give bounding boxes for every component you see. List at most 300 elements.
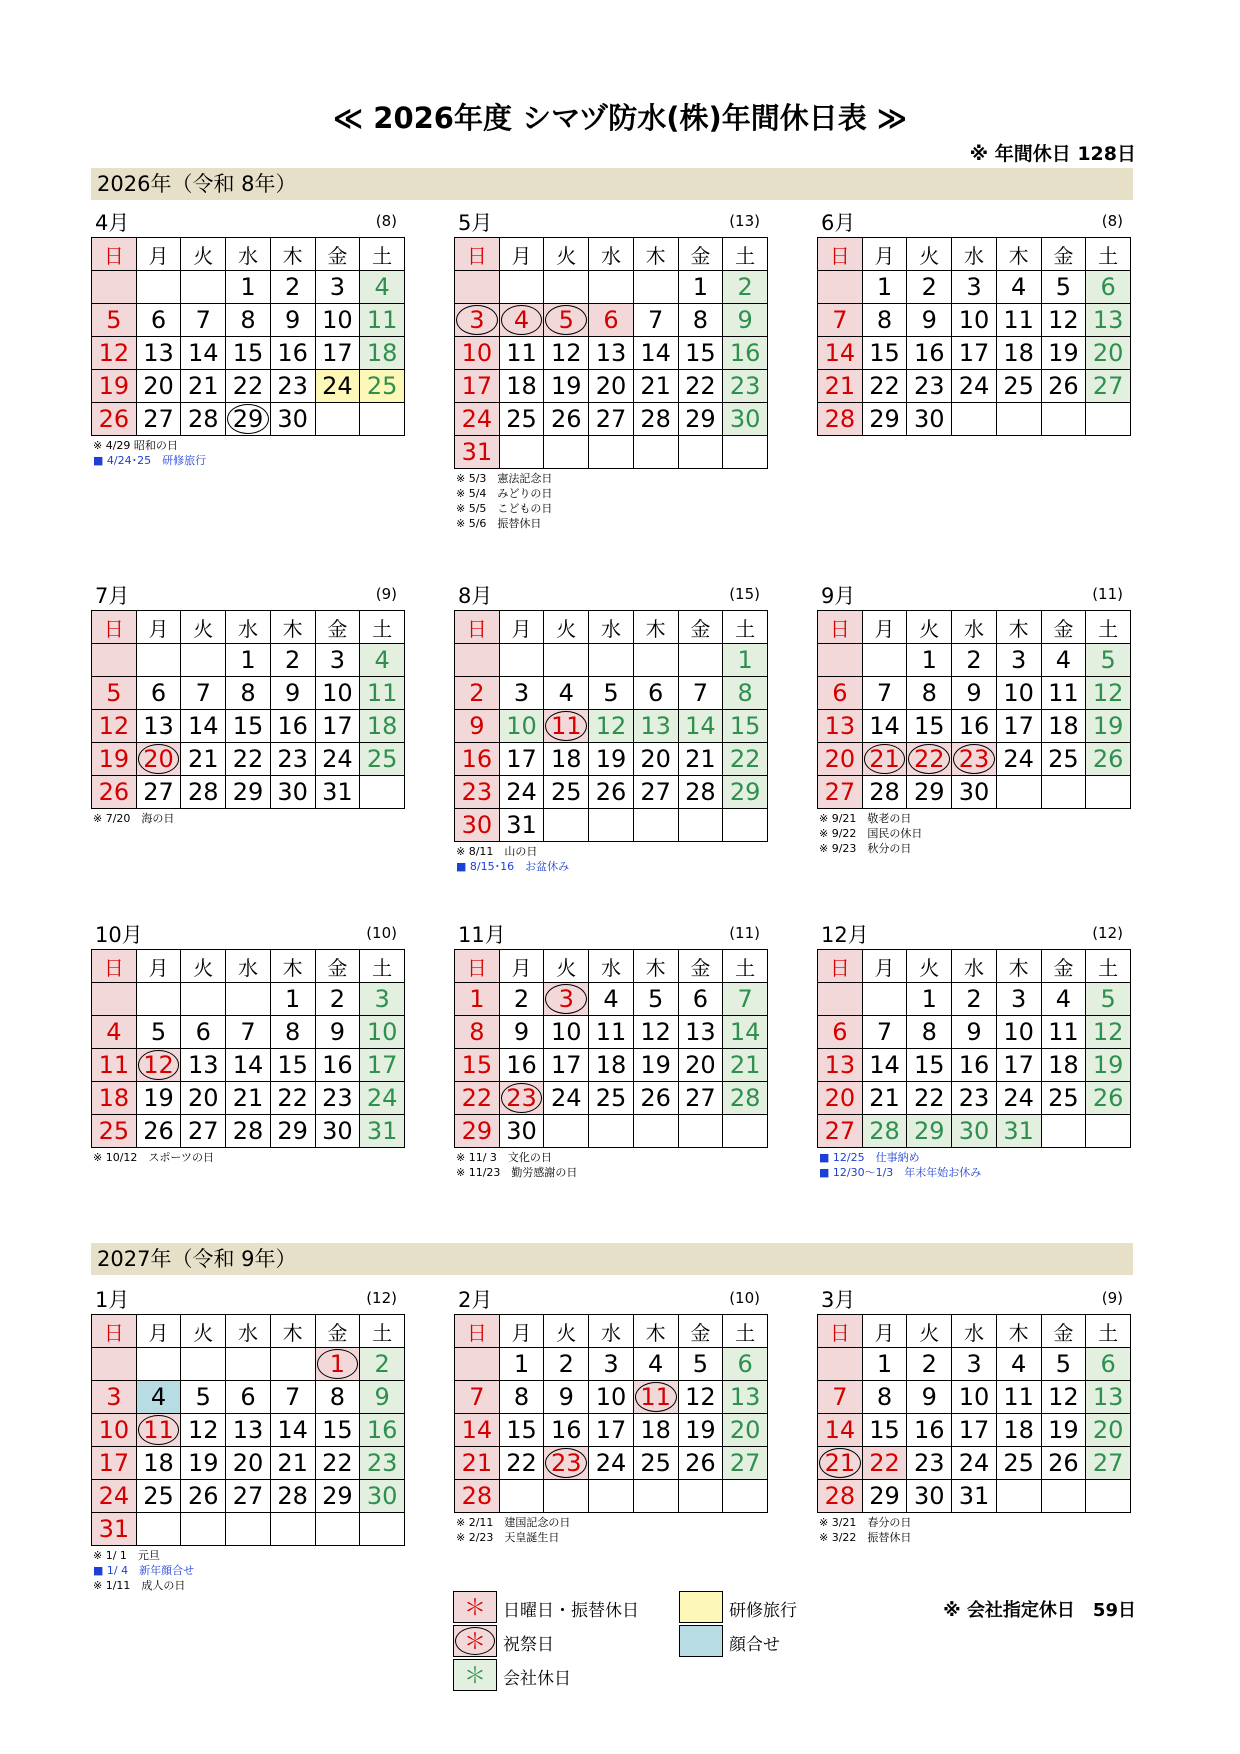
day-cell: 29 (862, 403, 907, 436)
day-cell: 12 (1041, 304, 1086, 337)
day-cell: 26 (678, 1447, 723, 1480)
empty-cell (455, 1348, 500, 1381)
weekday-header: 金 (1041, 950, 1086, 983)
week-row (455, 1049, 768, 1082)
day-cell: 19 (678, 1414, 723, 1447)
day-cell: 21 (862, 1082, 907, 1115)
month-notes (93, 811, 405, 826)
empty-cell (678, 1480, 723, 1513)
day-cell: 8 (907, 1016, 952, 1049)
empty-cell (678, 1115, 723, 1148)
day-cell: 29 (723, 776, 768, 809)
month-holiday-count: (11) (1092, 585, 1123, 603)
empty-cell (455, 644, 500, 677)
week-row (818, 776, 1131, 809)
month-holiday-count: (11) (729, 924, 760, 942)
weekday-header: 月 (862, 950, 907, 983)
day-cell: 20 (723, 1414, 768, 1447)
day-cell: 4 (92, 1016, 137, 1049)
weekday-header: 木 (270, 611, 315, 644)
empty-cell (315, 1513, 360, 1546)
month-header (91, 205, 405, 237)
empty-cell (589, 644, 634, 677)
weekday-header: 金 (678, 950, 723, 983)
day-cell: 15 (455, 1049, 500, 1082)
day-cell: 17 (996, 1049, 1041, 1082)
day-cell: 23 (270, 743, 315, 776)
day-cell: 17 (92, 1447, 137, 1480)
empty-cell (92, 1348, 137, 1381)
day-cell: 4 (1041, 983, 1086, 1016)
week-row (455, 370, 768, 403)
day-cell: 23 (455, 776, 500, 809)
day-cell: 31 (92, 1513, 137, 1546)
day-cell: 27 (1086, 370, 1131, 403)
day-cell: 3 (315, 271, 360, 304)
month-holiday-count: (8) (375, 212, 397, 230)
day-cell: 25 (92, 1115, 137, 1148)
day-cell: 9 (907, 1381, 952, 1414)
day-cell: 25 (996, 1447, 1041, 1480)
day-cell: 9 (315, 1016, 360, 1049)
empty-cell (633, 809, 678, 842)
legend-trip-swatch (679, 1591, 723, 1623)
empty-cell (818, 983, 863, 1016)
month-calendar (454, 1282, 768, 1545)
weekday-header: 木 (996, 950, 1041, 983)
day-cell: 25 (996, 370, 1041, 403)
weekday-row (818, 950, 1131, 983)
day-cell: 2 (907, 271, 952, 304)
month-name: 3月 (821, 1288, 856, 1312)
weekday-header: 土 (723, 950, 768, 983)
day-cell: 7 (270, 1381, 315, 1414)
day-cell: 17 (589, 1414, 634, 1447)
empty-cell (818, 1348, 863, 1381)
day-cell: 7 (723, 983, 768, 1016)
empty-cell (862, 644, 907, 677)
weekday-header: 月 (862, 1315, 907, 1348)
empty-cell (818, 271, 863, 304)
empty-cell (1041, 403, 1086, 436)
day-cell: 16 (907, 337, 952, 370)
day-cell: 4 (136, 1381, 181, 1414)
empty-cell (678, 436, 723, 469)
day-cell: 22 (907, 743, 952, 776)
day-cell: 14 (181, 337, 226, 370)
day-cell: 16 (544, 1414, 589, 1447)
day-cell: 24 (499, 776, 544, 809)
empty-cell (136, 983, 181, 1016)
empty-cell (226, 1348, 271, 1381)
day-cell: 5 (1086, 983, 1131, 1016)
legend-holiday-asterisk: ＊ (463, 1630, 486, 1655)
day-cell: 18 (92, 1082, 137, 1115)
day-cell: 16 (360, 1414, 405, 1447)
week-row (818, 1381, 1131, 1414)
day-cell: 27 (818, 776, 863, 809)
day-cell: 22 (226, 370, 271, 403)
day-cell: 13 (136, 710, 181, 743)
day-cell: 9 (270, 304, 315, 337)
weekday-header: 水 (226, 238, 271, 271)
day-cell: 4 (1041, 644, 1086, 677)
week-row (92, 1049, 405, 1082)
weekday-header: 日 (455, 611, 500, 644)
empty-cell (92, 271, 137, 304)
day-cell: 29 (907, 1115, 952, 1148)
day-cell: 8 (226, 304, 271, 337)
day-cell: 26 (136, 1115, 181, 1148)
day-cell: 28 (270, 1480, 315, 1513)
day-cell: 6 (1086, 1348, 1131, 1381)
day-cell: 17 (315, 710, 360, 743)
month-calendar (91, 917, 405, 1165)
empty-cell (723, 809, 768, 842)
day-cell: 3 (589, 1348, 634, 1381)
month-header (817, 205, 1131, 237)
week-row (92, 370, 405, 403)
day-cell: 17 (360, 1049, 405, 1082)
day-cell: 4 (589, 983, 634, 1016)
day-cell: 8 (270, 1016, 315, 1049)
month-header (91, 578, 405, 610)
empty-cell (270, 1513, 315, 1546)
day-cell: 30 (499, 1115, 544, 1148)
day-cell: 19 (1086, 710, 1131, 743)
weekday-header: 土 (1086, 950, 1131, 983)
day-cell: 9 (455, 710, 500, 743)
day-cell: 8 (723, 677, 768, 710)
weekday-header: 月 (136, 611, 181, 644)
day-cell: 7 (818, 1381, 863, 1414)
weekday-header: 木 (996, 1315, 1041, 1348)
empty-cell (723, 1115, 768, 1148)
weekday-header: 月 (499, 238, 544, 271)
day-cell: 6 (181, 1016, 226, 1049)
day-cell: 15 (315, 1414, 360, 1447)
weekday-header: 木 (996, 611, 1041, 644)
day-cell: 4 (360, 271, 405, 304)
day-cell: 21 (181, 743, 226, 776)
empty-cell (181, 1348, 226, 1381)
day-cell: 2 (907, 1348, 952, 1381)
month-calendar (91, 1282, 405, 1593)
day-cell: 23 (360, 1447, 405, 1480)
calendar-grid (817, 949, 1131, 1148)
week-row (455, 743, 768, 776)
day-cell: 10 (360, 1016, 405, 1049)
weekday-header: 水 (226, 950, 271, 983)
month-header (454, 578, 768, 610)
day-cell: 22 (270, 1082, 315, 1115)
weekday-header: 金 (1041, 611, 1086, 644)
day-cell: 27 (226, 1480, 271, 1513)
day-cell: 24 (952, 1447, 997, 1480)
day-cell: 3 (544, 983, 589, 1016)
empty-cell (589, 271, 634, 304)
day-cell: 5 (678, 1348, 723, 1381)
day-cell: 26 (92, 776, 137, 809)
day-cell: 5 (1086, 644, 1131, 677)
legend-company-swatch: ＊ (453, 1659, 497, 1691)
day-cell: 3 (952, 271, 997, 304)
day-cell: 20 (1086, 337, 1131, 370)
day-cell: 15 (499, 1414, 544, 1447)
month-notes (456, 471, 768, 531)
day-cell: 7 (181, 677, 226, 710)
day-cell: 12 (1086, 1016, 1131, 1049)
month-note: ■ 12/30～1/3 年末年始お休み (819, 1166, 982, 1179)
empty-cell (499, 1480, 544, 1513)
month-name: 1月 (95, 1288, 130, 1312)
weekday-header: 日 (818, 950, 863, 983)
week-row (818, 1016, 1131, 1049)
week-row (92, 1348, 405, 1381)
week-row (818, 1447, 1131, 1480)
day-cell: 14 (862, 710, 907, 743)
day-cell: 23 (270, 370, 315, 403)
day-cell: 2 (952, 983, 997, 1016)
week-row (818, 1414, 1131, 1447)
week-row (818, 271, 1131, 304)
week-row (818, 1480, 1131, 1513)
month-notes (456, 1515, 768, 1545)
day-cell: 3 (92, 1381, 137, 1414)
weekday-header: 水 (952, 1315, 997, 1348)
day-cell: 13 (818, 1049, 863, 1082)
empty-cell (589, 1480, 634, 1513)
day-cell: 7 (818, 304, 863, 337)
day-cell: 2 (723, 271, 768, 304)
weekday-header: 金 (678, 1315, 723, 1348)
day-cell: 2 (315, 983, 360, 1016)
day-cell: 21 (818, 370, 863, 403)
day-cell: 11 (499, 337, 544, 370)
week-row (92, 677, 405, 710)
week-row (455, 1447, 768, 1480)
empty-cell (136, 1513, 181, 1546)
month-header (454, 205, 768, 237)
year-band-2027: 2027年（令和 9年） (91, 1243, 1133, 1275)
day-cell: 5 (92, 677, 137, 710)
page-title: ≪ 2026年度 シマヅ防水(株)年間休日表 ≫ (332, 101, 908, 135)
weekday-header: 金 (315, 950, 360, 983)
day-cell: 19 (589, 743, 634, 776)
day-cell: 29 (315, 1480, 360, 1513)
day-cell: 18 (499, 370, 544, 403)
day-cell: 23 (544, 1447, 589, 1480)
empty-cell (589, 436, 634, 469)
day-cell: 25 (360, 743, 405, 776)
day-cell: 27 (633, 776, 678, 809)
day-cell: 14 (818, 1414, 863, 1447)
day-cell: 20 (818, 743, 863, 776)
week-row (818, 710, 1131, 743)
month-holiday-count: (15) (729, 585, 760, 603)
day-cell: 5 (136, 1016, 181, 1049)
weekday-header: 金 (315, 238, 360, 271)
empty-cell (544, 1115, 589, 1148)
day-cell: 22 (226, 743, 271, 776)
empty-cell (181, 1513, 226, 1546)
day-cell: 8 (455, 1016, 500, 1049)
day-cell: 30 (907, 403, 952, 436)
day-cell: 26 (1041, 1447, 1086, 1480)
day-cell: 24 (92, 1480, 137, 1513)
month-header (91, 917, 405, 949)
day-cell: 6 (589, 304, 634, 337)
day-cell: 30 (315, 1115, 360, 1148)
day-cell: 17 (455, 370, 500, 403)
day-cell: 13 (226, 1414, 271, 1447)
day-cell: 4 (996, 1348, 1041, 1381)
empty-cell (181, 983, 226, 1016)
day-cell: 23 (952, 743, 997, 776)
day-cell: 21 (862, 743, 907, 776)
weekday-header: 土 (723, 1315, 768, 1348)
year-band-2026: 2026年（令和 8年） (91, 168, 1133, 200)
empty-cell (996, 776, 1041, 809)
day-cell: 12 (544, 337, 589, 370)
day-cell: 17 (952, 1414, 997, 1447)
calendar-grid (817, 237, 1131, 436)
day-cell: 11 (1041, 1016, 1086, 1049)
weekday-header: 日 (92, 611, 137, 644)
day-cell: 9 (270, 677, 315, 710)
empty-cell (315, 403, 360, 436)
day-cell: 18 (544, 743, 589, 776)
week-row (818, 1082, 1131, 1115)
day-cell: 21 (226, 1082, 271, 1115)
week-row (92, 983, 405, 1016)
empty-cell (862, 983, 907, 1016)
week-row (92, 710, 405, 743)
day-cell: 20 (589, 370, 634, 403)
day-cell: 20 (1086, 1414, 1131, 1447)
day-cell: 1 (862, 271, 907, 304)
day-cell: 29 (226, 776, 271, 809)
day-cell: 18 (633, 1414, 678, 1447)
weekday-header: 火 (544, 950, 589, 983)
day-cell: 18 (1041, 1049, 1086, 1082)
month-notes (456, 844, 768, 874)
empty-cell (136, 644, 181, 677)
month-header (454, 917, 768, 949)
month-name: 9月 (821, 584, 856, 608)
legend-sunday-label: 日曜日・振替休日 (503, 1601, 639, 1621)
calendar-grid (817, 610, 1131, 809)
month-notes (819, 811, 1131, 856)
day-cell: 6 (818, 1016, 863, 1049)
day-cell: 22 (862, 370, 907, 403)
day-cell: 3 (499, 677, 544, 710)
month-notes (93, 1548, 405, 1593)
empty-cell (136, 1348, 181, 1381)
empty-cell (544, 1480, 589, 1513)
day-cell: 12 (92, 337, 137, 370)
day-cell: 4 (544, 677, 589, 710)
weekday-header: 火 (907, 950, 952, 983)
weekday-header: 火 (544, 1315, 589, 1348)
month-note: ※ 1/ 1 元旦 (93, 1549, 160, 1562)
day-cell: 18 (1041, 710, 1086, 743)
weekday-header: 火 (181, 1315, 226, 1348)
weekday-header: 月 (862, 238, 907, 271)
month-header (454, 1282, 768, 1314)
month-notes (93, 1150, 405, 1165)
day-cell: 31 (996, 1115, 1041, 1148)
day-cell: 13 (589, 337, 634, 370)
weekday-header: 日 (92, 1315, 137, 1348)
empty-cell (723, 1480, 768, 1513)
week-row (455, 1414, 768, 1447)
day-cell: 28 (181, 776, 226, 809)
day-cell: 10 (92, 1414, 137, 1447)
day-cell: 21 (678, 743, 723, 776)
day-cell: 31 (360, 1115, 405, 1148)
weekday-row (818, 1315, 1131, 1348)
day-cell: 9 (723, 304, 768, 337)
week-row (455, 1480, 768, 1513)
day-cell: 20 (633, 743, 678, 776)
month-note: ■ 8/15･16 お盆休み (456, 860, 570, 873)
day-cell: 21 (270, 1447, 315, 1480)
empty-cell (678, 809, 723, 842)
day-cell: 10 (544, 1016, 589, 1049)
day-cell: 27 (818, 1115, 863, 1148)
month-calendar (91, 205, 405, 468)
day-cell: 13 (181, 1049, 226, 1082)
empty-cell (181, 271, 226, 304)
day-cell: 13 (818, 710, 863, 743)
day-cell: 7 (455, 1381, 500, 1414)
week-row (455, 677, 768, 710)
month-holiday-count: (10) (366, 924, 397, 942)
day-cell: 28 (181, 403, 226, 436)
day-cell: 14 (818, 337, 863, 370)
day-cell: 12 (678, 1381, 723, 1414)
day-cell: 5 (633, 983, 678, 1016)
day-cell: 19 (633, 1049, 678, 1082)
day-cell: 14 (226, 1049, 271, 1082)
day-cell: 17 (499, 743, 544, 776)
month-note: ※ 1/11 成人の日 (93, 1579, 186, 1592)
legend-sunday-swatch: ＊ (453, 1591, 497, 1623)
day-cell: 9 (952, 677, 997, 710)
day-cell: 27 (136, 403, 181, 436)
weekday-header: 火 (181, 611, 226, 644)
weekday-row (92, 238, 405, 271)
weekday-header: 月 (499, 950, 544, 983)
day-cell: 4 (360, 644, 405, 677)
empty-cell (226, 983, 271, 1016)
day-cell: 25 (499, 403, 544, 436)
day-cell: 11 (1041, 677, 1086, 710)
day-cell: 2 (544, 1348, 589, 1381)
month-name: 2月 (458, 1288, 493, 1312)
weekday-header: 日 (455, 950, 500, 983)
day-cell: 9 (499, 1016, 544, 1049)
day-cell: 20 (181, 1082, 226, 1115)
day-cell: 17 (315, 337, 360, 370)
day-cell: 11 (360, 677, 405, 710)
empty-cell (633, 1480, 678, 1513)
day-cell: 10 (315, 677, 360, 710)
week-row (818, 304, 1131, 337)
week-row (92, 304, 405, 337)
month-note: ※ 5/4 みどりの日 (456, 487, 553, 500)
